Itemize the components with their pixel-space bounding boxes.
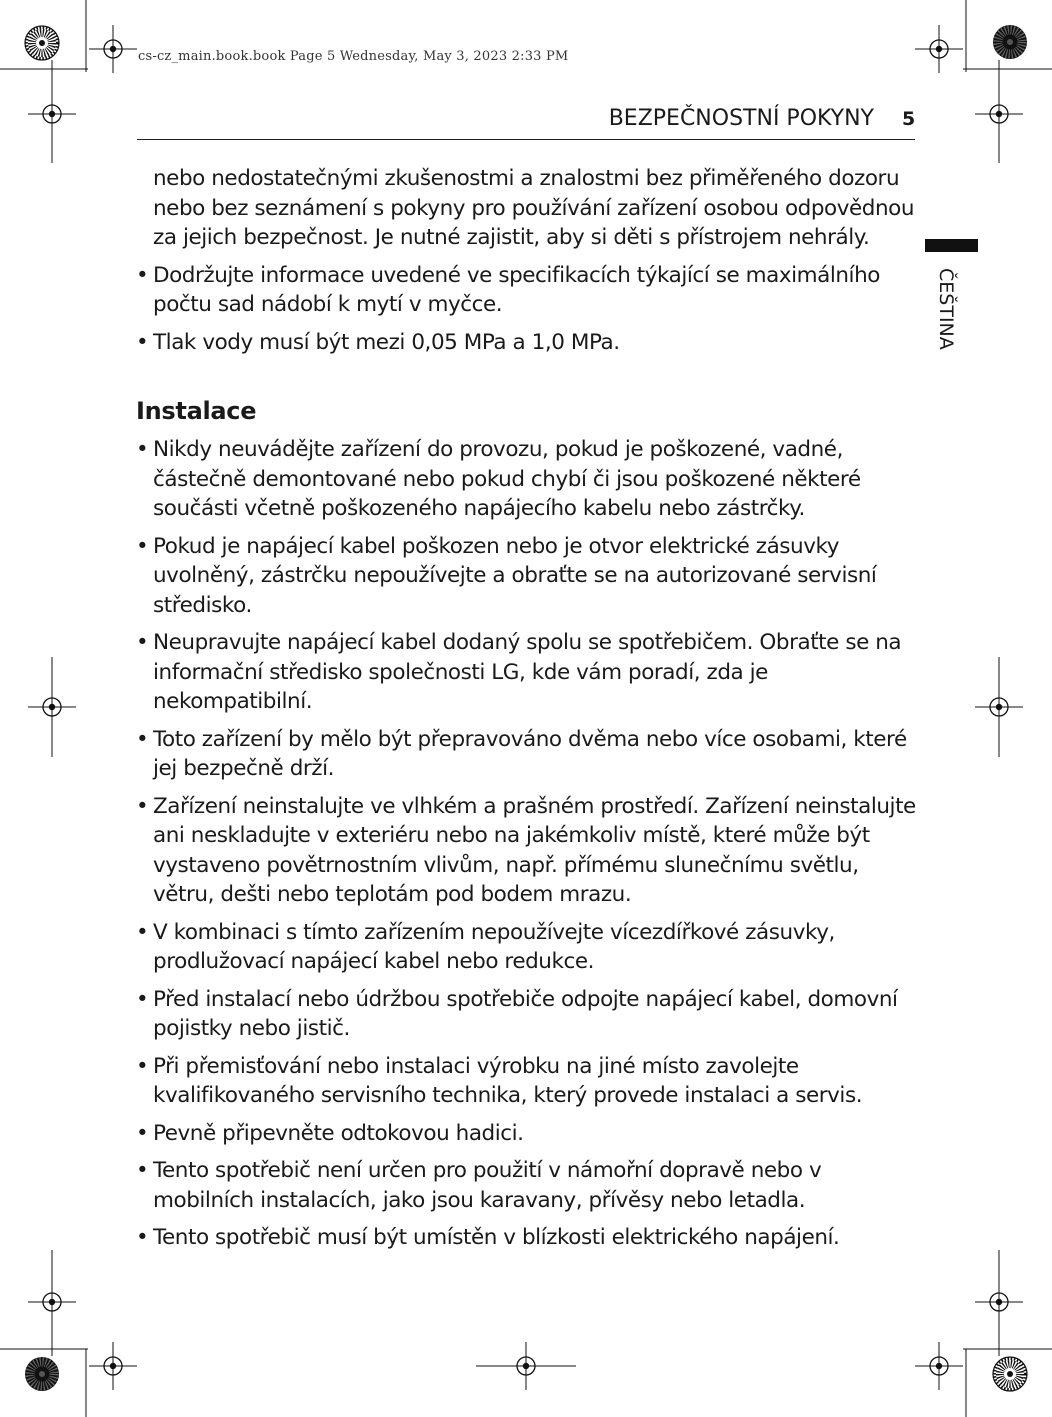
registration-mark: [975, 90, 1023, 138]
print-slug: cs-cz_main.book.book Page 5 Wednesday, May 3, 2023 2:33 PM: [138, 49, 569, 64]
list-item: • Zařízení neinstalujte ve vlhkém a prašném prostředí. Zařízení neinstalujte ani neskladujte v exteriéru nebo na jakémkoliv místě, které může být vystaveno povětrnostním vlivům, např. přímému slunečnímu světlu, větru, dešti nebo teplotám pod bodem mrazu.: [136, 792, 918, 910]
registration-mark: [975, 1278, 1023, 1326]
list-item: • Pevně připevněte odtokovou hadici.: [136, 1119, 918, 1149]
registration-mark: [915, 1342, 963, 1390]
radial-mark-top-right: [993, 25, 1027, 59]
page-number: 5: [902, 108, 916, 130]
registration-mark: [915, 25, 963, 73]
radial-mark-bottom-right: [993, 1357, 1027, 1391]
registration-mark: [28, 683, 76, 731]
list-item: • Toto zařízení by mělo být přepravováno dvěma nebo více osobami, které jej bezpečně drží.: [136, 725, 918, 784]
continuation-paragraph: nebo nedostatečnými zkušenostmi a znalostmi bez přiměřeného dozoru nebo bez seznámení s pokyny pro používání zařízení osobou odpovědnou za jejich bezpečnost. Je nutné zajistit, aby si děti s přístrojem nehrály.: [153, 166, 915, 250]
list-item: • Tento spotřebič musí být umístěn v blízkosti elektrického napájení.: [136, 1223, 918, 1253]
list-item: • Tlak vody musí být mezi 0,05 MPa a 1,0 MPa.: [136, 328, 918, 358]
registration-mark: [89, 25, 137, 73]
list-item: • Neupravujte napájecí kabel dodaný spolu se spotřebičem. Obraťte se na informační středisko společnosti LG, kde vám poradí, zda je nekompatibilní.: [136, 628, 918, 717]
language-tab-label: ČEŠTINA: [935, 268, 957, 350]
list-item: • Pokud je napájecí kabel poškozen nebo je otvor elektrické zásuvky uvolněný, zástrčku nepoužívejte a obraťte se na autorizované servisní středisko.: [136, 532, 918, 621]
page-body: [136, 164, 918, 1261]
bullet-list-top: [136, 261, 918, 358]
list-item: • Nikdy neuvádějte zařízení do provozu, pokud je poškozené, vadné, částečně demontované nebo pokud chybí či jsou poškozené některé součásti včetně poškozeného napájecího kabelu nebo zástrčky.: [136, 435, 918, 524]
running-header-title: BEZPEČNOSTNÍ POKYNY: [608, 106, 874, 131]
registration-mark: [28, 90, 76, 138]
section-heading: Instalace: [136, 397, 257, 425]
list-item: • Tento spotřebič není určen pro použití v námořní dopravě nebo v mobilních instalacích, jako jsou karavany, přívěsy nebo letadla.: [136, 1156, 918, 1215]
registration-mark: [89, 1342, 137, 1390]
installation-list: [136, 435, 918, 1253]
registration-mark: [975, 683, 1023, 731]
list-item: • Před instalací nebo údržbou spotřebiče odpojte napájecí kabel, domovní pojistky nebo jistič.: [136, 985, 918, 1044]
list-item: • Při přemisťování nebo instalaci výrobku na jiné místo zavolejte kvalifikovaného servisního technika, který provede instalaci a servis.: [136, 1052, 918, 1111]
radial-mark-bottom-left: [25, 1357, 59, 1391]
header-rule: [137, 139, 915, 140]
list-item: • V kombinaci s tímto zařízením nepoužívejte vícezdířkové zásuvky, prodlužovací napájecí kabel nebo redukce.: [136, 918, 918, 977]
radial-mark-top-left: [25, 26, 59, 60]
registration-mark: [28, 1278, 76, 1326]
list-item: • Dodržujte informace uvedené ve specifikacích týkající se maximálního počtu sad nádobí k mytí v myčce.: [136, 261, 918, 320]
language-tab-bar: [925, 239, 978, 252]
